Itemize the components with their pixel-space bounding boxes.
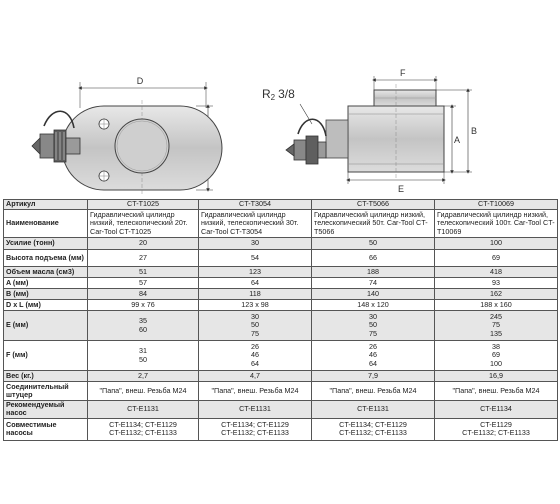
- table-cell: 69: [435, 250, 558, 267]
- row-label: Высота подъема (мм): [4, 250, 88, 267]
- row-label: Рекомендуемый насос: [4, 401, 88, 419]
- table-cell: [88, 341, 199, 371]
- cell-line: 245: [490, 312, 502, 322]
- dim-f-label: F: [400, 68, 406, 78]
- cell-line: CT-E1134; CT-E1129: [221, 419, 289, 429]
- table-cell: [199, 311, 312, 341]
- table-row: [4, 278, 558, 289]
- cell-line: 26: [369, 342, 377, 352]
- row-label: B (мм): [4, 289, 88, 300]
- table-cell: 66: [312, 250, 435, 267]
- table-cell: 64: [199, 278, 312, 289]
- table-cell: [312, 311, 435, 341]
- cell-line: 38: [492, 342, 500, 352]
- dim-b-label: B: [471, 126, 478, 136]
- thread-label: R2 3/8: [262, 87, 295, 102]
- table-cell: 4,7: [199, 371, 312, 382]
- front-view: [32, 76, 222, 196]
- table-cell: 418: [435, 267, 558, 278]
- cell-line: CT-E1132; CT-E1133: [109, 428, 177, 438]
- table-row: [4, 210, 558, 238]
- row-label: E (мм): [4, 311, 88, 341]
- table-cell: 27: [88, 250, 199, 267]
- table-cell: Гидравлический цилиндр низкий, телескопический 50т. Car-Tool CT-T5066: [312, 210, 435, 238]
- cell-line: CT-E1134; CT-E1129: [339, 419, 407, 429]
- row-label: Соединительный штуцер: [4, 382, 88, 401]
- table-row: [4, 289, 558, 300]
- row-label: Объем масла (см3): [4, 267, 88, 278]
- table-row: [4, 418, 558, 440]
- cell-line: 75: [369, 328, 377, 338]
- table-cell: [312, 418, 435, 440]
- table-row: [4, 200, 558, 210]
- table-cell: 140: [312, 289, 435, 300]
- table-cell: CT-E1131: [199, 401, 312, 419]
- cell-line: 46: [369, 350, 377, 360]
- cell-line: 69: [492, 350, 500, 360]
- cell-line: CT-E1132; CT-E1133: [221, 428, 289, 438]
- cell-line: 46: [251, 350, 259, 360]
- cell-line: CT-E1132; CT-E1133: [339, 428, 407, 438]
- table-row: [4, 250, 558, 267]
- table-cell: 118: [199, 289, 312, 300]
- table-row: [4, 311, 558, 341]
- table-row: [4, 238, 558, 250]
- cell-line: 75: [492, 320, 500, 330]
- cell-line: 135: [490, 328, 502, 338]
- side-coupler: [286, 119, 326, 164]
- cell-line: 35: [139, 316, 147, 326]
- row-label: D x L (мм): [4, 300, 88, 311]
- table-cell: 84: [88, 289, 199, 300]
- table-cell: 123: [199, 267, 312, 278]
- table-cell: 148 x 120: [312, 300, 435, 311]
- cell-line: 60: [139, 324, 147, 334]
- table-cell: 54: [199, 250, 312, 267]
- table-cell: 7,9: [312, 371, 435, 382]
- table-cell: Гидравлический цилиндр низкий, телескопический 30т. Car-Tool CT-T3054: [199, 210, 312, 238]
- table-cell: CT-T5066: [312, 200, 435, 210]
- table-cell: [88, 311, 199, 341]
- table-cell: [435, 418, 558, 440]
- technical-drawing: [0, 0, 560, 200]
- table-cell: 20: [88, 238, 199, 250]
- table-cell: "Папа", внеш. Резьба M24: [435, 382, 558, 401]
- table-row: [4, 300, 558, 311]
- row-label: Совместимые насосы: [4, 418, 88, 440]
- table-cell: CT-T1025: [88, 200, 199, 210]
- table-row: [4, 341, 558, 371]
- table-cell: 99 x 76: [88, 300, 199, 311]
- table-cell: 188 x 160: [435, 300, 558, 311]
- table-cell: "Папа", внеш. Резьба M24: [312, 382, 435, 401]
- table-cell: "Папа", внеш. Резьба M24: [199, 382, 312, 401]
- table-cell: 51: [88, 267, 199, 278]
- dim-d-label: D: [136, 76, 144, 86]
- table-cell: 2,7: [88, 371, 199, 382]
- table-cell: [435, 341, 558, 371]
- cell-line: 50: [139, 354, 147, 364]
- table-cell: 50: [312, 238, 435, 250]
- cell-line: 50: [251, 320, 259, 330]
- cell-line: 31: [139, 346, 147, 356]
- table-cell: 93: [435, 278, 558, 289]
- table-cell: [199, 341, 312, 371]
- table-cell: [88, 418, 199, 440]
- dim-a-label: A: [454, 135, 461, 145]
- row-label: Артикул: [4, 200, 88, 210]
- table-cell: 57: [88, 278, 199, 289]
- row-label: Усилие (тонн): [4, 238, 88, 250]
- cell-line: 26: [251, 342, 259, 352]
- cell-line: 64: [369, 358, 377, 368]
- table-row: [4, 267, 558, 278]
- side-view: [262, 68, 477, 194]
- table-cell: 162: [435, 289, 558, 300]
- table-cell: CT-E1131: [312, 401, 435, 419]
- table-row: [4, 382, 558, 401]
- table-cell: CT-E1134: [435, 401, 558, 419]
- table-cell: 123 x 98: [199, 300, 312, 311]
- cell-line: 75: [251, 328, 259, 338]
- cell-line: 50: [369, 320, 377, 330]
- dim-e-label: E: [398, 184, 405, 194]
- cell-line: 30: [369, 312, 377, 322]
- table-cell: 74: [312, 278, 435, 289]
- table-cell: CT-T10069: [435, 200, 558, 210]
- cell-line: CT-E1134; CT-E1129: [109, 419, 177, 429]
- table-cell: CT-T3054: [199, 200, 312, 210]
- table-cell: 188: [312, 267, 435, 278]
- table-cell: Гидравлический цилиндр низкий, телескопический 100т. Car-Tool CT-T10069: [435, 210, 558, 238]
- row-label: A (мм): [4, 278, 88, 289]
- row-label: Наименование: [4, 210, 88, 238]
- row-label: Вес (кг.): [4, 371, 88, 382]
- table-row: [4, 371, 558, 382]
- table-cell: [312, 341, 435, 371]
- table-cell: "Папа", внеш. Резьба M24: [88, 382, 199, 401]
- cell-line: CT-E1129: [480, 419, 512, 429]
- table-cell: CT-E1131: [88, 401, 199, 419]
- cell-line: 30: [251, 312, 259, 322]
- table-cell: 30: [199, 238, 312, 250]
- table-cell: [199, 418, 312, 440]
- cell-line: 100: [490, 358, 502, 368]
- table-row: [4, 401, 558, 419]
- row-label: F (мм): [4, 341, 88, 371]
- table-cell: 100: [435, 238, 558, 250]
- cell-line: CT-E1132; CT-E1133: [462, 428, 530, 438]
- spec-table: [3, 199, 558, 441]
- table-cell: Гидравлический цилиндр низкий, телескопический 20т. Car-Tool CT-T1025: [88, 210, 199, 238]
- cell-line: 64: [251, 358, 259, 368]
- table-cell: [435, 311, 558, 341]
- table-cell: 16,9: [435, 371, 558, 382]
